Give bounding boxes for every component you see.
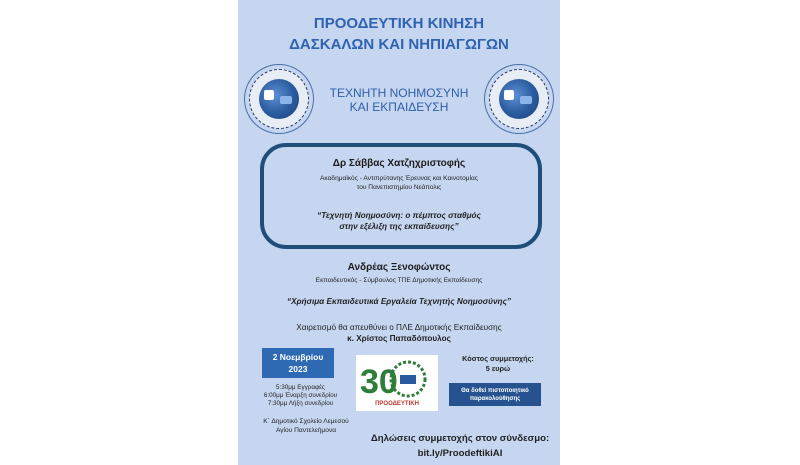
registration-label: Δηλώσεις συμμετοχής στον σύνδεσμο: [370, 433, 550, 444]
thirty-years-emblem-icon [356, 355, 438, 411]
event-date-day: 2 Νοεμβρίου [272, 352, 324, 362]
progressive-30-years-logo [356, 355, 438, 411]
speaker2-role: Εκπαιδευτικός - Σύμβουλος ΤΠΕ Δημοτικής Εκπαίδευσης [315, 277, 483, 284]
event-poster [238, 0, 560, 465]
ai-education-emblem-right [489, 69, 549, 129]
event-date-badge [262, 348, 334, 378]
schedule-item: 7:30μμ Λήξη συνεδρίου [267, 400, 334, 407]
logo-number: 30 [360, 363, 398, 401]
schedule-item: 5:30μμ Εγγραφές [276, 384, 325, 391]
topic-line-1: ΤΕΧΝΗΤΗ ΝΟΗΜΟΣΥΝΗ [329, 86, 469, 100]
topic-line-2: ΚΑΙ ΕΚΠΑΙΔΕΥΣΗ [349, 100, 449, 114]
venue-line-1: Κ΄ Δημοτικό Σχολείο Λεμεσού [263, 418, 349, 425]
registration-link[interactable]: bit.ly/ProodeftikiAI [417, 448, 503, 459]
event-date-year: 2023 [288, 364, 308, 374]
cost-value: 5 ευρώ [485, 364, 511, 373]
greeting-line-1: Χαιρετισμό θα απευθύνει ο ΠΛΕ Δημοτικής Εκπαίδευσης [296, 323, 502, 332]
ai-education-emblem-left [249, 69, 309, 129]
speaker1-talk-line-1: “Τεχνητή Νοημοσύνη: ο πέμπτος σταθμός [317, 211, 481, 220]
greeting-line-2: κ. Χρίστος Παπαδόπουλος [347, 334, 451, 343]
speaker2-name: Ανδρέας Ξενοφώντος [347, 262, 451, 273]
organization-title-line-2: ΔΑΣΚΑΛΩΝ ΚΑΙ ΝΗΠΙΑΓΩΓΩΝ [289, 36, 509, 53]
logo-text: ΠΡΟΟΔΕΥΤΙΚΗ [375, 401, 419, 407]
speaker2-talk: “Χρήσιμα Εκπαιδευτικά Εργαλεία Τεχνητής Νοημοσύνης” [287, 297, 511, 306]
schedule-item: 6:00μμ Έναρξη συνεδρίου [263, 392, 338, 399]
organization-title-line-1: ΠΡΟΟΔΕΥΤΙΚΗ ΚΙΝΗΣΗ [313, 15, 485, 32]
speaker1-name: Δρ Σάββας Χατζηχριστοφής [332, 158, 466, 169]
speaker1-role-line-1: Ακαδημαϊκός - Αντιπρύτανης Έρευνας και Καινοτομίας [319, 175, 479, 182]
certificate-note: Θα δοθεί πιστοποιητικό παρακολούθησης [449, 383, 541, 406]
cost-label: Κόστος συμμετοχής: [462, 354, 534, 363]
speaker1-talk-line-2: στην εξέλιξη της εκπαίδευσης” [339, 222, 459, 231]
venue-line-2: Αγίου Παντελεήμονα [275, 427, 337, 434]
speaker1-role-line-2: του Πανεπιστημίου Νεάπολις [356, 184, 442, 191]
